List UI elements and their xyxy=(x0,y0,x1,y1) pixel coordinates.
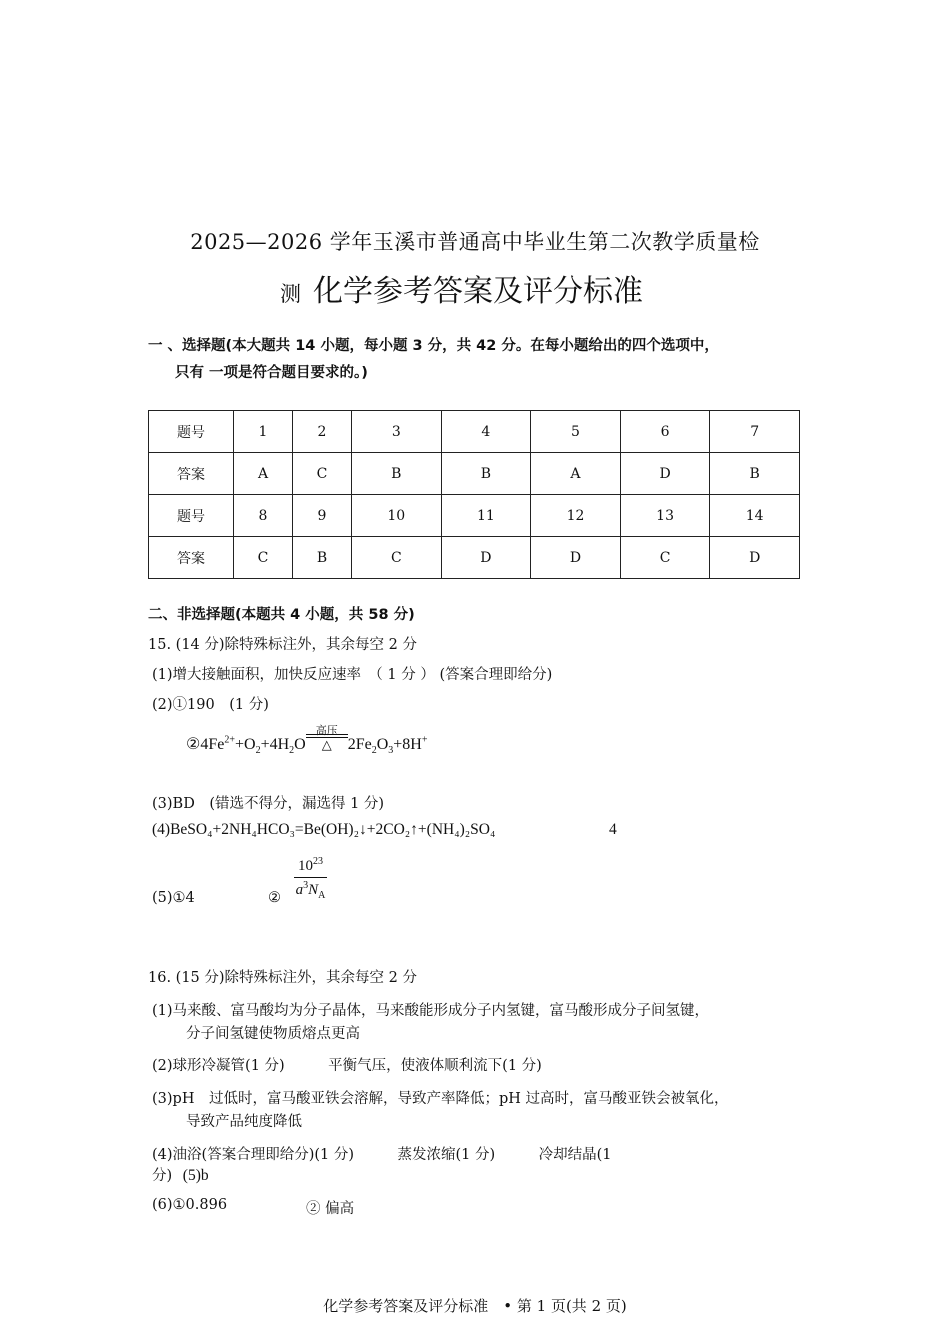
table-cell: C xyxy=(293,453,352,495)
table-cell: 9 xyxy=(293,495,352,537)
q16-part6: (6)①0.896 xyxy=(152,1197,228,1213)
table-cell: 14 xyxy=(710,495,800,537)
q15-fraction: $\frac{10^{23}}{a^3N_A}$ xyxy=(295,856,326,901)
table-cell: B xyxy=(441,453,531,495)
table-cell: C xyxy=(352,537,442,579)
q16-part4-line2: 分) (5)b xyxy=(152,1167,209,1184)
table-cell: B xyxy=(710,453,800,495)
row-label: 答案 xyxy=(149,537,234,579)
q16-part2: (2)球形冷凝管(1 分) 平衡气压，使液体顺利流下(1 分) xyxy=(152,1058,542,1074)
title-line-2-prefix: 测 xyxy=(280,282,301,306)
q15-part2: (2)①190 (1 分) xyxy=(152,697,269,713)
q15-equation: $②4Fe^{2+}+O_2+4H_2O$ 高压 △ $2Fe_2O_3+8H^+$ xyxy=(186,724,428,757)
table-cell: 12 xyxy=(531,495,621,537)
table-cell: A xyxy=(531,453,621,495)
table-cell: 11 xyxy=(441,495,531,537)
table-cell: C xyxy=(234,537,293,579)
q15-part5-b: ② xyxy=(268,890,281,906)
table-row xyxy=(149,495,800,537)
q15-part3: (3)BD (错选不得分，漏选得 1 分) xyxy=(152,796,385,812)
q16-part3-line2: 导致产品纯度降低 xyxy=(186,1114,302,1130)
q16-heading: 16. (15 分)除特殊标注外，其余每空 2 分 xyxy=(148,970,417,986)
row-label: 题号 xyxy=(149,411,234,453)
table-cell: 6 xyxy=(620,411,710,453)
table-cell: 2 xyxy=(293,411,352,453)
table-row xyxy=(149,453,800,495)
answer-table xyxy=(148,410,800,579)
reaction-condition xyxy=(306,724,348,752)
circled-2: ② xyxy=(186,736,201,753)
q15-part4: (4)BeSO₄+2NH₄HCO₃=Be(OH)₂↓+2CO₂↑+(NH₄)₂SO₄ xyxy=(152,821,496,838)
section1-heading-line1: 一 、选择题(本大题共 14 小题，每小题 3 分，共 42 分。在每小题给出的四个选项中， xyxy=(148,338,719,354)
heat-triangle-icon: △ xyxy=(321,737,332,752)
table-cell: D xyxy=(620,453,710,495)
row-label: 答案 xyxy=(149,453,234,495)
table-cell: D xyxy=(710,537,800,579)
q16-part5: (5)b xyxy=(182,1167,209,1184)
table-cell: 13 xyxy=(620,495,710,537)
table-cell: B xyxy=(293,537,352,579)
table-row xyxy=(149,537,800,579)
section2-heading: 二、非选择题(本题共 4 小题，共 58 分) xyxy=(148,607,415,623)
table-cell: D xyxy=(441,537,531,579)
q16-part3-line1: (3)pH 过低时，富马酸亚铁会溶解，导致产率降低；pH 过高时，富马酸亚铁会被氧化， xyxy=(152,1091,729,1107)
row-label: 题号 xyxy=(149,495,234,537)
table-cell: 7 xyxy=(710,411,800,453)
table-cell: 1 xyxy=(234,411,293,453)
table-cell: 4 xyxy=(441,411,531,453)
table-cell: 3 xyxy=(352,411,442,453)
q15-part1: (1)增大接触面积，加快反应速率 （ 1 分 ） (答案合理即给分) xyxy=(152,667,553,683)
title-line-1: 2025—2026 学年玉溪市普通高中毕业生第二次教学质量检 xyxy=(190,230,760,254)
q16-part1-line1: (1)马来酸、富马酸均为分子晶体，马来酸能形成分子内氢键，富马酸形成分子间氢键， xyxy=(152,1003,710,1019)
table-cell: D xyxy=(531,537,621,579)
table-row xyxy=(149,411,800,453)
table-cell: C xyxy=(620,537,710,579)
table-cell: 5 xyxy=(531,411,621,453)
q15-part5: (5)①4 xyxy=(152,890,195,906)
table-cell: 10 xyxy=(352,495,442,537)
q16-part1-line2: 分子间氢键使物质熔点更高 xyxy=(186,1026,360,1042)
table-cell: A xyxy=(234,453,293,495)
page-footer: 化学参考答案及评分标准 • 第 1 页(共 2 页) xyxy=(323,1297,627,1315)
section1-heading-line2: 只有 一项是符合题目要求的。) xyxy=(175,365,368,381)
table-cell: 8 xyxy=(234,495,293,537)
q16-part6-b: ② 偏高 xyxy=(306,1201,355,1217)
title-line-2 xyxy=(280,266,643,310)
q15-heading: 15. (14 分)除特殊标注外，其余每空 2 分 xyxy=(148,637,417,653)
q15-part4-right: 4 xyxy=(609,821,617,838)
title-main: 化学参考答案及评分标准 xyxy=(313,274,643,309)
q16-part4-line1: (4)油浴(答案合理即给分)(1 分) 蒸发浓缩(1 分) 冷却结晶(1 xyxy=(152,1147,612,1163)
condition-high-pressure: 高压 xyxy=(315,724,338,737)
table-cell: B xyxy=(352,453,442,495)
